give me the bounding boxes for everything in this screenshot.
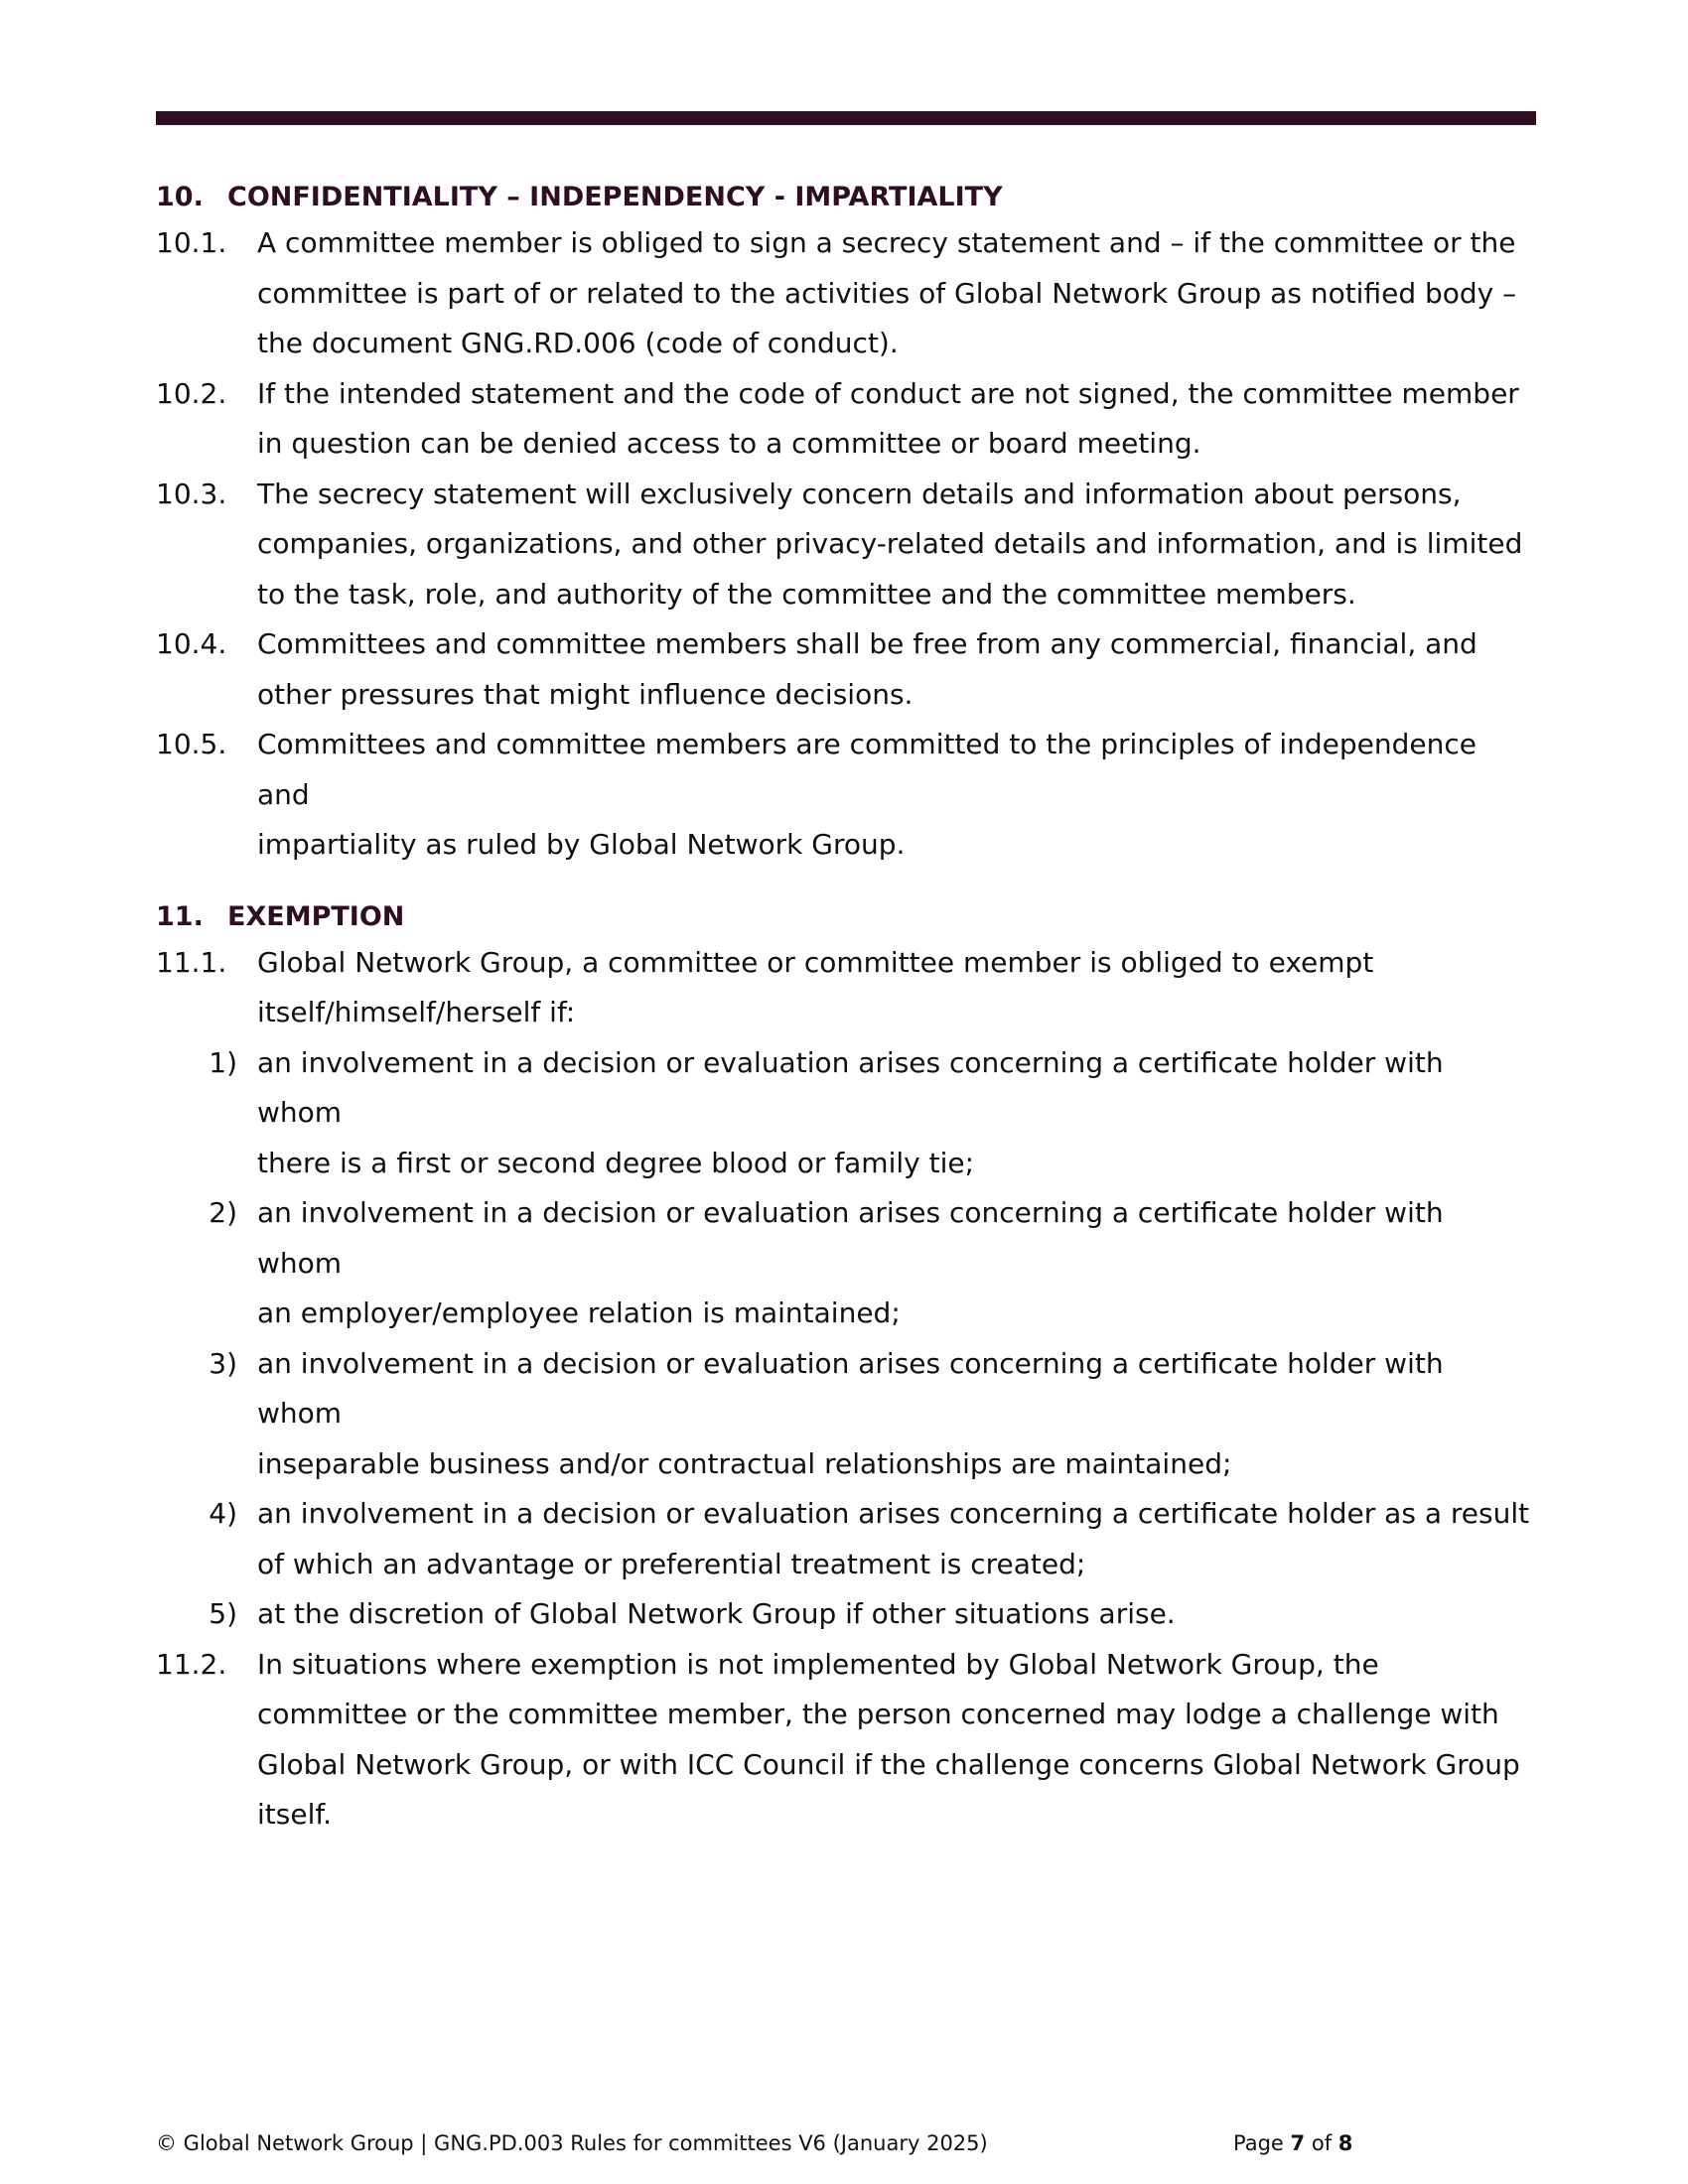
list-item-line: an employer/employee relation is maintained; bbox=[257, 1297, 901, 1329]
paragraph-10-3 bbox=[156, 470, 1536, 620]
section-title: EXEMPTION bbox=[227, 900, 405, 932]
section-heading bbox=[156, 896, 1536, 938]
paragraph-line: the document GNG.RD.006 (code of conduct). bbox=[257, 327, 899, 359]
paragraph-line: companies, organizations, and other privacy-related details and information, and is limited bbox=[257, 527, 1523, 560]
paragraph-line: Global Network Group, or with ICC Council if the challenge concerns Global Network Group bbox=[257, 1747, 1520, 1781]
list-item bbox=[156, 1188, 1536, 1339]
paragraph-10-5 bbox=[156, 720, 1536, 871]
list-item bbox=[156, 1589, 1536, 1640]
paragraph-line: If the intended statement and the code of conduct are not signed, the committee member bbox=[257, 376, 1519, 410]
paragraph-line: Global Network Group, a committee or committee member is obliged to exempt bbox=[257, 945, 1374, 979]
paragraph-line: Committees and committee members shall be free from any commercial, financial, and bbox=[257, 627, 1477, 660]
paragraph-line: Committees and committee members are committed to the principles of independence and bbox=[257, 728, 1477, 811]
list-item-line: an involvement in a decision or evaluation arises concerning a certificate holder with whom bbox=[257, 1196, 1444, 1280]
section-heading bbox=[156, 177, 1536, 218]
section-confidentiality bbox=[156, 177, 1536, 871]
list-item-line: at the discretion of Global Network Group if other situations arise. bbox=[257, 1597, 1176, 1630]
paragraph-line: committee or the committee member, the person concerned may lodge a challenge with bbox=[257, 1698, 1499, 1730]
list-item bbox=[156, 1038, 1536, 1189]
header-rule bbox=[156, 111, 1536, 125]
paragraph-number: 10.1. bbox=[156, 226, 227, 259]
list-item-number: 1) bbox=[209, 1045, 237, 1079]
list-item bbox=[156, 1339, 1536, 1490]
list-item-line: an involvement in a decision or evaluation arises concerning a certificate holder as a result bbox=[257, 1497, 1530, 1530]
paragraph-line: In situations where exemption is not implemented by Global Network Group, the bbox=[257, 1647, 1379, 1681]
footer-copyright: © Global Network Group | GNG.PD.003 Rules for committees V6 (January 2025) bbox=[156, 2131, 988, 2155]
paragraph-line: other pressures that might influence decisions. bbox=[257, 677, 914, 711]
section-number: 11. bbox=[156, 900, 204, 932]
paragraph-number: 11.2. bbox=[156, 1647, 227, 1681]
page-total: 8 bbox=[1337, 2131, 1353, 2155]
list-item-line: there is a first or second degree blood or family tie; bbox=[257, 1146, 975, 1179]
list-item-number: 3) bbox=[209, 1346, 237, 1380]
paragraph-number: 10.4. bbox=[156, 627, 227, 660]
paragraph-number: 11.1. bbox=[156, 945, 227, 979]
paragraph-line: A committee member is obliged to sign a secrecy statement and – if the committee or the bbox=[257, 226, 1516, 259]
paragraph-line: committee is part of or related to the activities of Global Network Group as notified body – bbox=[257, 276, 1517, 310]
section-title: CONFIDENTIALITY – INDEPENDENCY - IMPARTIALITY bbox=[227, 182, 1003, 212]
list-item-number: 5) bbox=[209, 1597, 237, 1630]
list-item-number: 4) bbox=[209, 1497, 237, 1530]
paragraph-line: in question can be denied access to a committee or board meeting. bbox=[257, 427, 1201, 460]
paragraph-11-2 bbox=[156, 1640, 1536, 1841]
list-item bbox=[156, 1489, 1536, 1589]
page-of: of bbox=[1311, 2131, 1333, 2155]
section-exemption bbox=[156, 896, 1536, 1841]
list-item-number: 2) bbox=[209, 1196, 237, 1229]
paragraph-line: The secrecy statement will exclusively concern details and information about persons, bbox=[257, 477, 1462, 510]
list-item-line: an involvement in a decision or evaluation arises concerning a certificate holder with whom bbox=[257, 1346, 1444, 1430]
list-item-line: an involvement in a decision or evaluation arises concerning a certificate holder with whom bbox=[257, 1045, 1444, 1129]
paragraph-10-4 bbox=[156, 619, 1536, 720]
paragraph-number: 10.5. bbox=[156, 728, 227, 760]
paragraph-line: impartiality as ruled by Global Network Group. bbox=[257, 828, 906, 861]
page-label: Page bbox=[1233, 2131, 1284, 2155]
list-item-line: inseparable business and/or contractual relationships are maintained; bbox=[257, 1446, 1232, 1480]
section-number: 10. bbox=[156, 182, 204, 212]
paragraph-line: to the task, role, and authority of the committee and the committee members. bbox=[257, 577, 1356, 611]
paragraph-number: 10.2. bbox=[156, 376, 227, 410]
paragraph-line: itself. bbox=[257, 1798, 333, 1831]
paragraph-line: itself/himself/herself if: bbox=[257, 996, 576, 1028]
paragraph-10-1 bbox=[156, 218, 1536, 369]
paragraph-11-1 bbox=[156, 938, 1536, 1038]
page-current: 7 bbox=[1290, 2131, 1306, 2155]
page-number bbox=[1233, 2128, 1352, 2158]
list-item-line: of which an advantage or preferential treatment is created; bbox=[257, 1547, 1086, 1580]
document-body bbox=[156, 177, 1536, 1841]
paragraph-number: 10.3. bbox=[156, 477, 227, 510]
paragraph-10-2 bbox=[156, 369, 1536, 470]
